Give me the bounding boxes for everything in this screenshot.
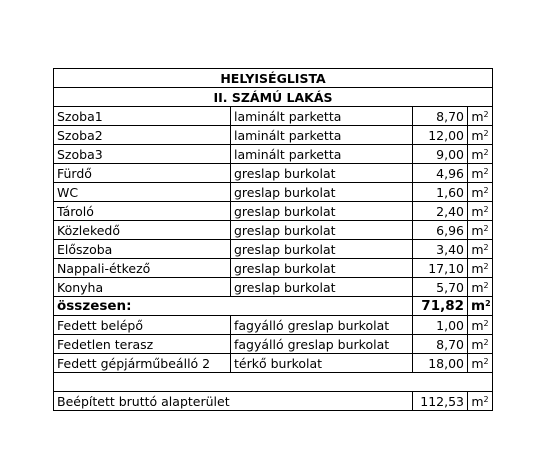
room-material: greslap burkolat <box>231 202 413 221</box>
room-area: 1,00 <box>413 316 468 335</box>
room-name: Tároló <box>54 202 231 221</box>
table-row <box>54 316 493 335</box>
total-area: 71,82 <box>413 297 468 316</box>
room-name: WC <box>54 183 231 202</box>
unit-cell: $m^2$ <box>468 297 493 316</box>
table-row <box>54 145 493 164</box>
unit-cell: $m^2$ <box>468 202 493 221</box>
room-area: 17,10 <box>413 259 468 278</box>
table-row <box>54 183 493 202</box>
room-name: Fedett gépjárműbeálló 2 <box>54 354 231 373</box>
table-row <box>54 107 493 126</box>
room-name: Konyha <box>54 278 231 297</box>
room-name: Fedett belépő <box>54 316 231 335</box>
unit-cell: $m^2$ <box>468 259 493 278</box>
unit-cell: $m^2$ <box>468 316 493 335</box>
room-area: 5,70 <box>413 278 468 297</box>
unit-cell: $m^2$ <box>468 240 493 259</box>
total-row <box>54 297 493 316</box>
room-name: Szoba3 <box>54 145 231 164</box>
room-list-table <box>53 68 493 411</box>
room-material: fagyálló greslap burkolat <box>231 316 413 335</box>
room-name: Előszoba <box>54 240 231 259</box>
room-material: greslap burkolat <box>231 259 413 278</box>
room-area: 12,00 <box>413 126 468 145</box>
unit-cell: $m^2$ <box>468 221 493 240</box>
table-subtitle: II. SZÁMÚ LAKÁS <box>54 88 493 107</box>
table-row <box>54 240 493 259</box>
unit-cell: $m^2$ <box>468 335 493 354</box>
room-area: 9,00 <box>413 145 468 164</box>
room-material: greslap burkolat <box>231 183 413 202</box>
table-row <box>54 126 493 145</box>
room-name: Fedetlen terasz <box>54 335 231 354</box>
room-material: greslap burkolat <box>231 278 413 297</box>
room-name: Nappali-étkező <box>54 259 231 278</box>
unit-cell: $m^2$ <box>468 278 493 297</box>
table-row <box>54 202 493 221</box>
gross-area: 112,53 <box>413 392 468 411</box>
room-area: 4,96 <box>413 164 468 183</box>
room-material: térkő burkolat <box>231 354 413 373</box>
table-row <box>54 259 493 278</box>
room-material: laminált parketta <box>231 126 413 145</box>
room-name: Szoba2 <box>54 126 231 145</box>
room-area: 18,00 <box>413 354 468 373</box>
subtitle-row <box>54 88 493 107</box>
room-material: greslap burkolat <box>231 240 413 259</box>
gross-label: Beépített bruttó alapterület <box>54 392 413 411</box>
room-area: 3,40 <box>413 240 468 259</box>
table-row <box>54 221 493 240</box>
total-label: összesen: <box>54 297 413 316</box>
spacer-cell <box>54 373 493 392</box>
room-material: fagyálló greslap burkolat <box>231 335 413 354</box>
gross-area-row <box>54 392 493 411</box>
room-name: Szoba1 <box>54 107 231 126</box>
unit-cell: $m^2$ <box>468 145 493 164</box>
unit-cell: $m^2$ <box>468 183 493 202</box>
table-title: HELYISÉGLISTA <box>54 69 493 88</box>
title-row <box>54 69 493 88</box>
unit-cell: $m^2$ <box>468 392 493 411</box>
table-row <box>54 335 493 354</box>
unit-cell: $m^2$ <box>468 164 493 183</box>
room-material: laminált parketta <box>231 145 413 164</box>
room-material: laminált parketta <box>231 107 413 126</box>
room-area: 6,96 <box>413 221 468 240</box>
table-row <box>54 354 493 373</box>
unit-cell: $m^2$ <box>468 354 493 373</box>
room-area: 8,70 <box>413 335 468 354</box>
room-material: greslap burkolat <box>231 221 413 240</box>
room-area: 1,60 <box>413 183 468 202</box>
table-row <box>54 278 493 297</box>
spacer-row <box>54 373 493 392</box>
room-name: Közlekedő <box>54 221 231 240</box>
room-name: Fürdő <box>54 164 231 183</box>
table-row <box>54 164 493 183</box>
unit-cell: $m^2$ <box>468 107 493 126</box>
unit-cell: $m^2$ <box>468 126 493 145</box>
room-material: greslap burkolat <box>231 164 413 183</box>
room-area: 2,40 <box>413 202 468 221</box>
room-area: 8,70 <box>413 107 468 126</box>
